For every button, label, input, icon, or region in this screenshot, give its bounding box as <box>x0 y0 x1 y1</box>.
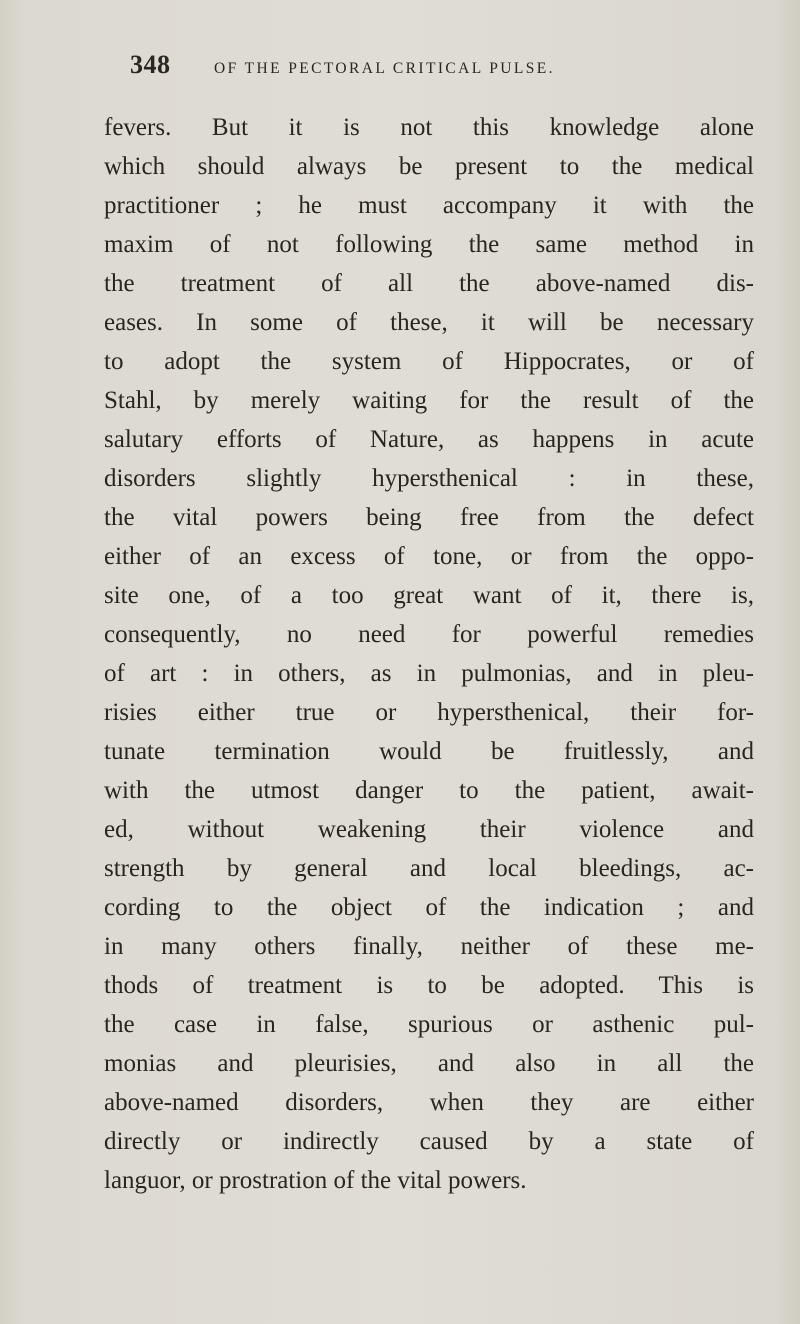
text-line: with the utmost danger to the patient, await- <box>104 777 754 804</box>
text-line: directly or indirectly caused by a state of <box>104 1128 754 1155</box>
page-number: 348 <box>130 50 171 79</box>
text-line: consequently, no need for powerful remedies <box>104 621 754 648</box>
text-line: cording to the object of the indication ; and <box>104 894 754 921</box>
page-header <box>130 50 690 84</box>
text-line: the case in false, spurious or asthenic pul- <box>104 1011 754 1038</box>
running-head: OF THE PECTORAL CRITICAL PULSE. <box>214 60 555 77</box>
text-line: tunate termination would be fruitlessly, and <box>104 738 754 765</box>
text-line: eases. In some of these, it will be necessary <box>104 309 754 336</box>
text-line: salutary efforts of Nature, as happens in acute <box>104 426 754 453</box>
text-line: Stahl, by merely waiting for the result of the <box>104 387 754 414</box>
text-line: disorders slightly hypersthenical : in these, <box>104 465 754 492</box>
text-line: either of an excess of tone, or from the oppo- <box>104 543 754 570</box>
text-line: practitioner ; he must accompany it with the <box>104 192 754 219</box>
text-line: fevers. But it is not this knowledge alone <box>104 114 754 141</box>
text-line: strength by general and local bleedings, ac- <box>104 855 754 882</box>
text-line: in many others finally, neither of these me- <box>104 933 754 960</box>
text-line: maxim of not following the same method in <box>104 231 754 258</box>
text-line: risies either true or hypersthenical, their for- <box>104 699 754 726</box>
text-line: ed, without weakening their violence and <box>104 816 754 843</box>
text-line: which should always be present to the medical <box>104 153 754 180</box>
text-line: languor, or prostration of the vital powers. <box>104 1167 527 1194</box>
text-line: the vital powers being free from the defect <box>104 504 754 531</box>
body-text <box>104 108 754 1200</box>
text-line: to adopt the system of Hippocrates, or of <box>104 348 754 375</box>
text-line: site one, of a too great want of it, there is, <box>104 582 754 609</box>
text-line: the treatment of all the above-named dis- <box>104 270 754 297</box>
text-line: above-named disorders, when they are either <box>104 1089 754 1116</box>
text-line: of art : in others, as in pulmonias, and in pleu- <box>104 660 754 687</box>
text-line: thods of treatment is to be adopted. This is <box>104 972 754 999</box>
text-line: monias and pleurisies, and also in all the <box>104 1050 754 1077</box>
